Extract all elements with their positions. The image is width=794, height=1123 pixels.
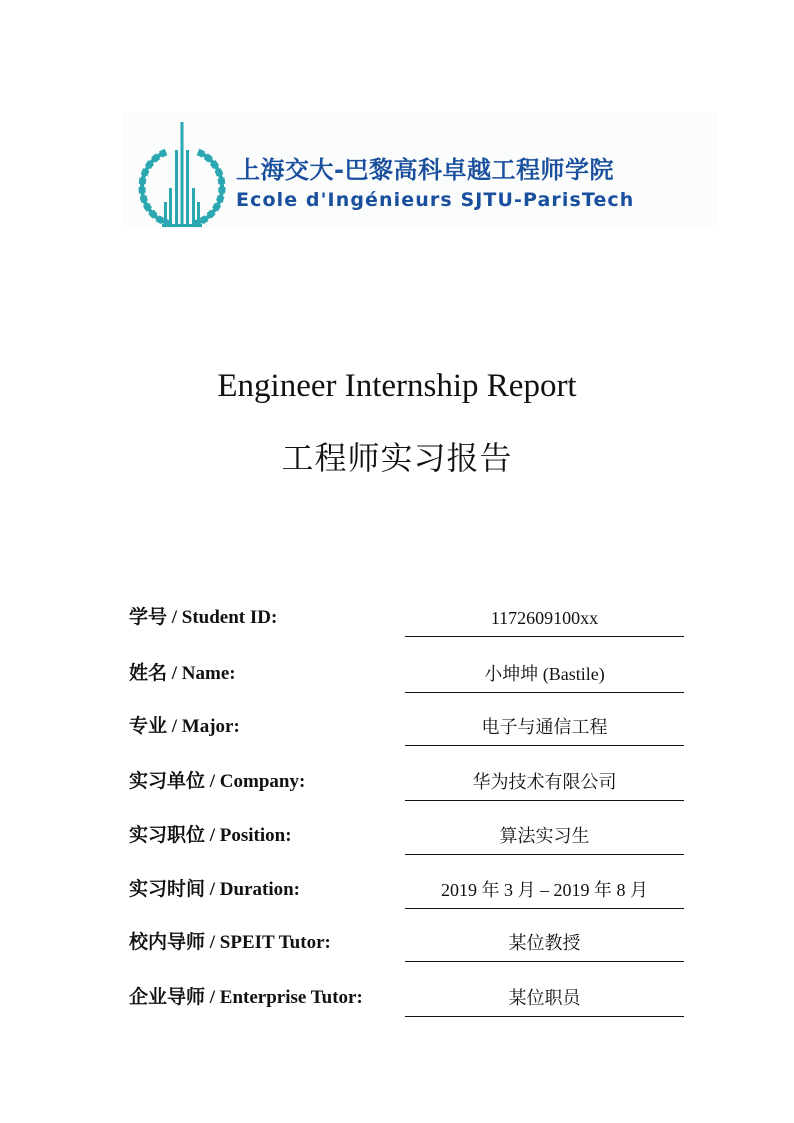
field-label: 专业 / Major:: [129, 716, 240, 737]
field-student-id: [129, 603, 684, 639]
sjtu-paristech-emblem-icon: [136, 120, 228, 228]
field-label: 校内导师 / SPEIT Tutor:: [129, 932, 331, 953]
field-value: 算法实习生: [405, 821, 684, 855]
field-duration: [129, 875, 684, 911]
field-label: 实习职位 / Position:: [129, 825, 292, 846]
field-value: 华为技术有限公司: [405, 767, 684, 801]
field-label: 企业导师 / Enterprise Tutor:: [129, 987, 363, 1008]
field-value: 2019 年 3 月 – 2019 年 8 月: [405, 875, 684, 909]
field-value: 某位职员: [405, 983, 684, 1017]
field-major: [129, 712, 684, 748]
field-value: 小坤坤 (Bastile): [405, 659, 684, 693]
report-title-chinese: 工程师实习报告: [281, 439, 513, 477]
field-company: [129, 767, 684, 803]
field-value: 电子与通信工程: [405, 712, 684, 746]
school-name-french: Ecole d'Ingénieurs SJTU-ParisTech: [236, 189, 635, 211]
field-enterprise-tutor: [129, 983, 684, 1019]
field-value: 某位教授: [405, 928, 684, 962]
field-position: [129, 821, 684, 857]
field-value: 1172609100xx: [405, 603, 684, 637]
field-label: 实习单位 / Company:: [129, 771, 306, 792]
field-label: 姓名 / Name:: [129, 663, 236, 684]
field-name: [129, 659, 684, 695]
field-label: 实习时间 / Duration:: [129, 879, 301, 900]
field-label: 学号 / Student ID:: [129, 607, 278, 628]
report-title-english: Engineer Internship Report: [217, 368, 577, 404]
field-speit-tutor: [129, 928, 684, 964]
school-name-chinese: 上海交大-巴黎高科卓越工程师学院: [236, 156, 614, 184]
